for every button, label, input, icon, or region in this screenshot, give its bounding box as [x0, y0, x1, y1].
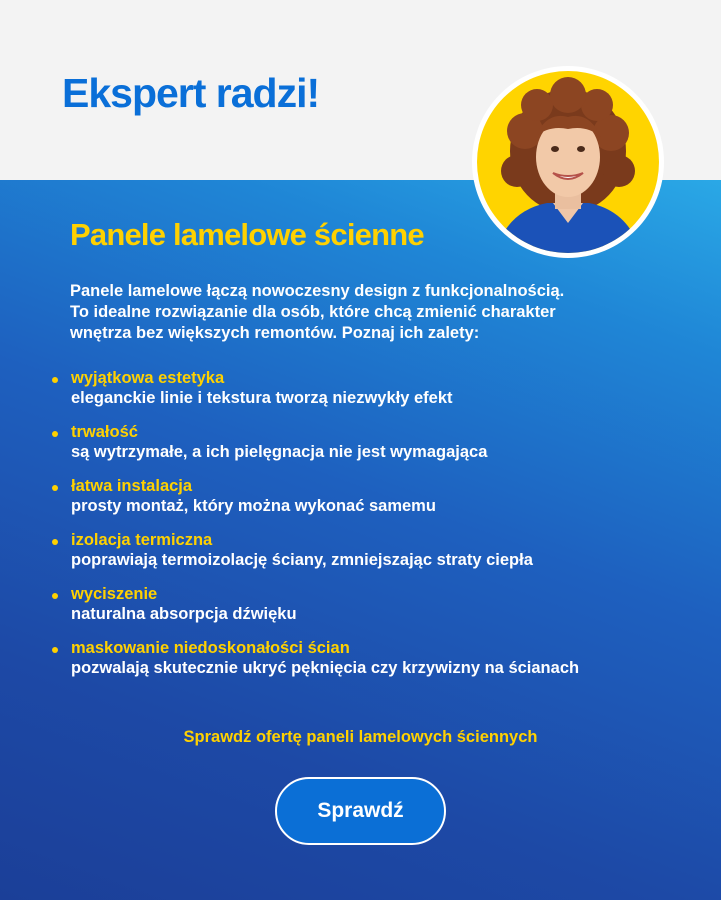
feature-title: maskowanie niedoskonałości ścian: [71, 639, 350, 657]
expert-photo: [477, 71, 659, 253]
intro-line: Panele lamelowe łączą nowoczesny design z funkcjonalnością.: [70, 282, 565, 300]
check-offer-button[interactable]: Sprawdź: [275, 777, 446, 845]
feature-title: wyjątkowa estetyka: [71, 369, 225, 387]
feature-title: izolacja termiczna: [71, 531, 213, 549]
bullet-icon: [52, 593, 58, 599]
feature-description: pozwalają skutecznie ukryć pęknięcia czy krzywizny na ścianach: [71, 659, 580, 677]
page-title: Ekspert radzi!: [62, 70, 320, 116]
bullet-icon: [52, 539, 58, 545]
expert-avatar: [472, 66, 664, 258]
feature-description: naturalna absorpcja dźwięku: [71, 605, 297, 623]
article-headline: Panele lamelowe ścienne: [70, 217, 424, 252]
feature-description: prosty montaż, który można wykonać samemu: [71, 497, 436, 515]
intro-line: To idealne rozwiązanie dla osób, które chcą zmienić charakter: [70, 303, 556, 321]
feature-title: wyciszenie: [71, 585, 158, 603]
feature-description: są wytrzymałe, a ich pielęgnacja nie jest wymagająca: [71, 443, 488, 461]
cta-link-text[interactable]: Sprawdź ofertę paneli lamelowych ściennych: [183, 728, 538, 746]
intro-paragraph: [70, 281, 660, 344]
feature-item: [52, 368, 672, 408]
feature-item: [52, 638, 672, 678]
bullet-icon: [52, 431, 58, 437]
feature-item: [52, 422, 672, 462]
feature-item: [52, 530, 672, 570]
intro-line: wnętrza bez większych remontów. Poznaj ich zalety:: [70, 324, 480, 342]
bullet-icon: [52, 485, 58, 491]
feature-title: łatwa instalacja: [71, 477, 193, 495]
bullet-icon: [52, 377, 58, 383]
feature-item: [52, 584, 672, 624]
feature-description: poprawiają termoizolację ściany, zmniejszając straty ciepła: [71, 551, 533, 569]
feature-title: trwałość: [71, 423, 138, 441]
bullet-icon: [52, 647, 58, 653]
feature-description: eleganckie linie i tekstura tworzą niezwykły efekt: [71, 389, 453, 407]
feature-item: [52, 476, 672, 516]
